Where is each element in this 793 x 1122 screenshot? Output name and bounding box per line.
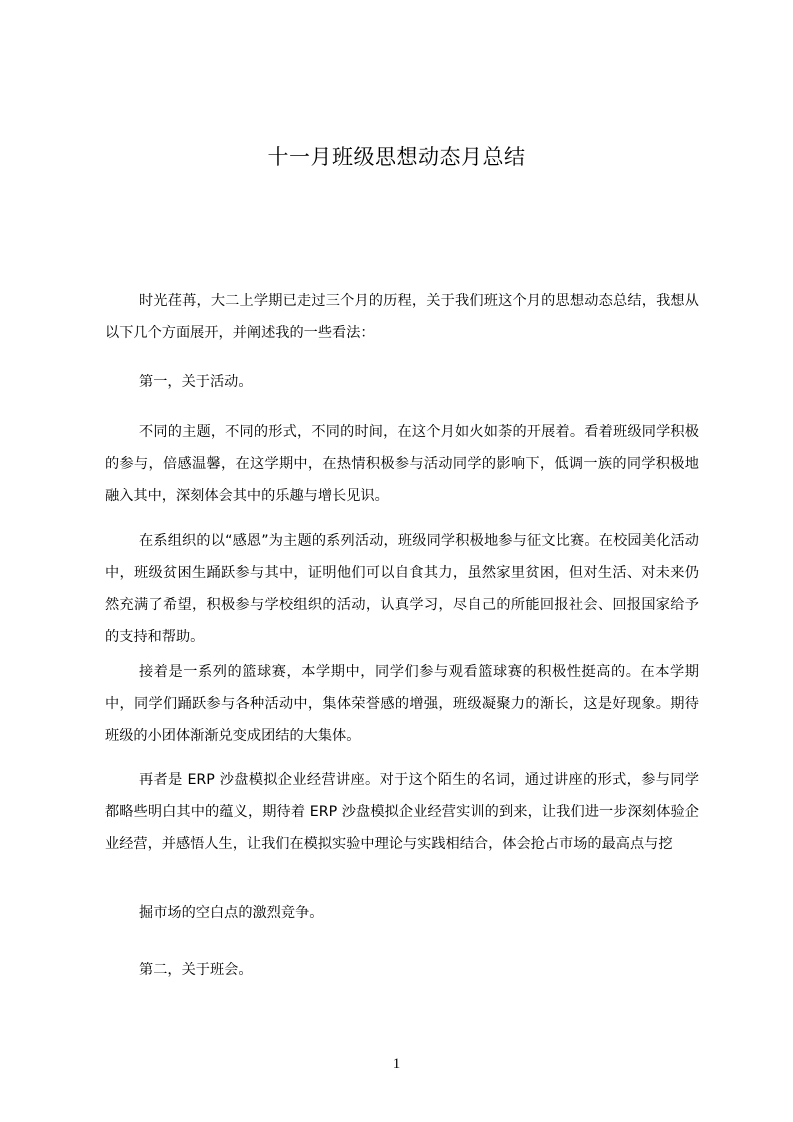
document-title: 十一月班级思想动态月总结 [267, 145, 526, 169]
paragraph-activities: 不同的主题，不同的形式，不同的时间，在这个月如火如荼的开展着。看着班级同学积极的参与，倍感温馨，在这学期中，在热情积极参与活动同学的影响下，低调一族的同学积极地融入其中，深刻体会其中的乐趣与增长见识。 [105, 424, 699, 504]
paragraph-gratitude-theme: 在系组织的以“感恩”为主题的系列活动，班级同学积极地参与征文比赛。在校园美化活动中，班级贫困生踊跃参与其中，证明他们可以自食其力，虽然家里贫困，但对生活、对未来仍然充满了希望，积极参与学校组织的活动，认真学习，尽自己的所能回报社会、回报国家给予的支持和帮助。 [105, 533, 699, 645]
paragraph-section-2-heading: 第二，关于班会。 [139, 962, 253, 978]
paragraph-erp-lecture: 再者是 ERP 沙盘模拟企业经营讲座。对于这个陌生的名词，通过讲座的形式，参与同学都略些明白其中的蕴义，期待着 ERP 沙盘模拟企业经营实训的到来，让我们进一步深刻体验企业经营，并感悟人生，让我们在模拟实验中理论与实践相结合，体会抢占市场的最高点与挖 [105, 772, 699, 852]
paragraph-basketball: 接着是一系列的篮球赛，本学期中，同学们参与观看篮球赛的积极性挺高的。在本学期中，同学们踊跃参与各种活动中，集体荣誉感的增强，班级凝聚力的渐长，这是好现象。期待班级的小团体渐渐兑变成团结的大集体。 [105, 664, 699, 744]
paragraph-erp-continued: 掘市场的空白点的激烈竞争。 [139, 905, 324, 921]
paragraph-section-1-heading: 第一，关于活动。 [139, 374, 253, 390]
paragraph-intro: 时光荏苒，大二上学期已走过三个月的历程，关于我们班这个月的思想动态总结，我想从以下几个方面展开，并阐述我的一些看法： [105, 293, 699, 341]
page-number: 1 [392, 1056, 401, 1072]
